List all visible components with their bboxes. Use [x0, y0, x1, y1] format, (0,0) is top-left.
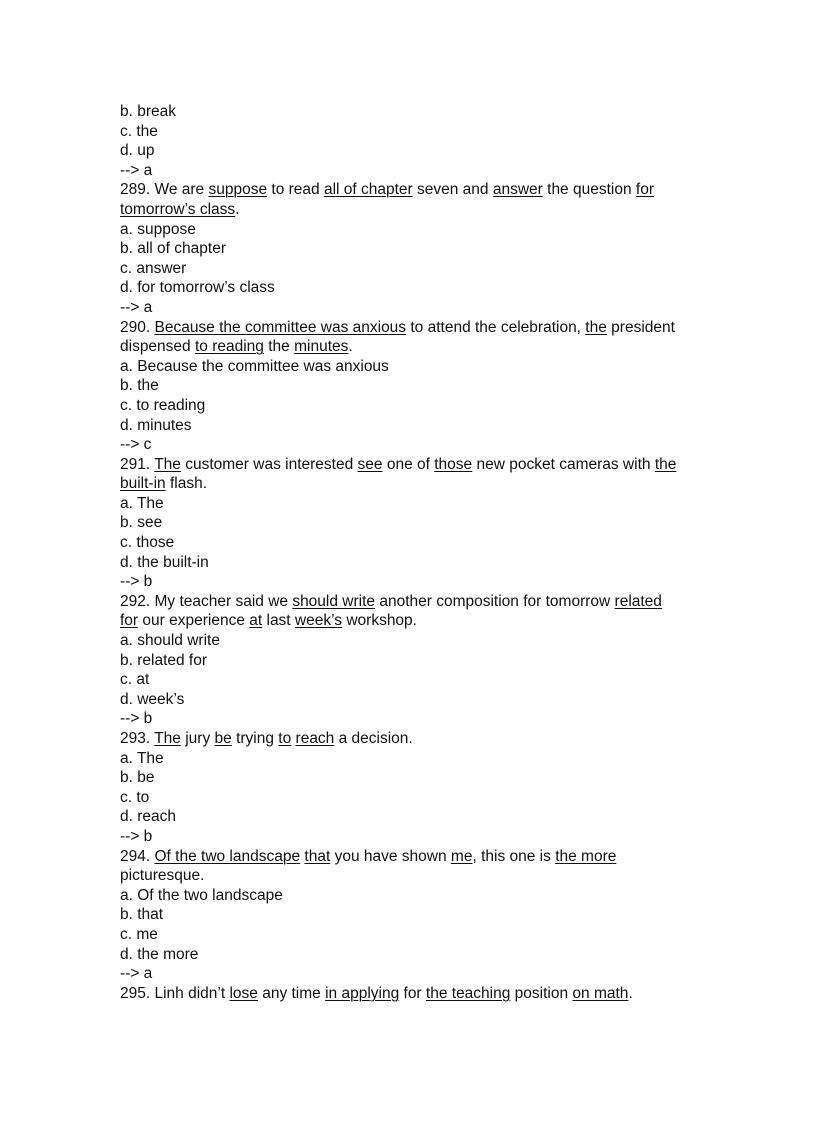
- text-line: [120, 690, 720, 710]
- text-segment: b. be: [120, 769, 155, 787]
- text-line: [120, 709, 720, 729]
- text-line: [120, 220, 720, 240]
- text-line: [120, 239, 720, 259]
- text-segment: --> b: [120, 710, 153, 728]
- text-line: [120, 455, 720, 475]
- text-segment: trying: [231, 730, 279, 747]
- underlined-phrase: answer: [492, 181, 543, 199]
- text-line: [120, 102, 720, 122]
- text-line: [120, 376, 720, 396]
- text-line: [120, 141, 720, 161]
- text-line: [120, 788, 720, 808]
- text-segment: b. that: [120, 906, 164, 924]
- text-segment: --> b: [120, 827, 153, 845]
- underlined-phrase: me: [450, 847, 473, 865]
- text-segment: --> b: [120, 573, 153, 591]
- text-line: [120, 964, 720, 984]
- text-line: [120, 337, 720, 357]
- text-segment: position: [510, 984, 573, 1002]
- text-line: [120, 494, 720, 514]
- text-segment: b. all of chapter: [120, 240, 226, 258]
- text-segment: flash.: [165, 475, 208, 493]
- underlined-phrase: see: [357, 455, 383, 473]
- text-segment: seven and: [412, 181, 493, 199]
- text-segment: c. the: [120, 122, 158, 140]
- text-segment: d. week’s: [120, 690, 185, 708]
- text-segment: a decision.: [334, 730, 413, 747]
- underlined-phrase: in applying: [325, 984, 400, 1002]
- underlined-phrase: to: [278, 730, 292, 747]
- text-line: [120, 749, 720, 769]
- text-segment: .: [235, 200, 240, 218]
- underlined-phrase: The: [154, 455, 181, 473]
- text-line: [120, 396, 720, 416]
- underlined-phrase: at: [249, 612, 263, 630]
- text-segment: a. The: [120, 494, 164, 512]
- text-segment: one of: [382, 455, 435, 473]
- text-segment: c. me: [120, 925, 158, 943]
- text-segment: .: [628, 984, 633, 1002]
- underlined-phrase: minutes: [294, 338, 349, 356]
- text-line: [120, 200, 720, 220]
- text-segment: dispensed: [120, 338, 195, 356]
- underlined-phrase: for: [120, 612, 139, 630]
- text-line: [120, 729, 720, 749]
- text-segment: the: [263, 338, 295, 356]
- text-line: [120, 278, 720, 298]
- underlined-phrase: reach: [295, 730, 335, 747]
- text-segment: d. reach: [120, 808, 177, 826]
- text-segment: our experience: [138, 612, 250, 630]
- underlined-phrase: lose: [229, 984, 258, 1002]
- underlined-phrase: Of the two landscape: [154, 847, 301, 865]
- text-line: [120, 847, 720, 867]
- text-segment: a. The: [120, 749, 164, 767]
- text-segment: to attend the celebration,: [406, 318, 586, 336]
- text-line: [120, 259, 720, 279]
- underlined-phrase: on math: [572, 984, 629, 1002]
- text-segment: 294.: [120, 847, 155, 865]
- underlined-phrase: the more: [555, 847, 617, 865]
- underlined-phrase: tomorrow’s class: [120, 200, 236, 218]
- text-line: [120, 827, 720, 847]
- text-segment: a. Because the committee was anxious: [120, 357, 389, 375]
- text-segment: another composition for tomorrow: [375, 592, 615, 610]
- text-segment: new pocket cameras with: [472, 455, 655, 473]
- underlined-phrase: suppose: [208, 181, 268, 199]
- text-line: [120, 435, 720, 455]
- text-segment: customer was interested: [180, 455, 358, 473]
- text-segment: 292. My teacher said we: [120, 592, 293, 610]
- text-segment: d. minutes: [120, 416, 192, 434]
- underlined-phrase: should write: [292, 592, 376, 610]
- underlined-phrase: be: [214, 730, 232, 747]
- text-line: [120, 768, 720, 788]
- text-segment: , this one is: [472, 847, 556, 865]
- text-line: [120, 945, 720, 965]
- text-line: [120, 670, 720, 690]
- text-line: [120, 592, 720, 612]
- text-segment: b. see: [120, 514, 163, 532]
- underlined-phrase: The: [154, 730, 181, 747]
- underlined-phrase: the teaching: [425, 984, 511, 1002]
- underlined-phrase: that: [304, 847, 331, 865]
- underlined-phrase: those: [434, 455, 473, 473]
- text-line: [120, 533, 720, 553]
- text-segment: .: [348, 338, 353, 356]
- text-line: [120, 611, 720, 631]
- text-line: [120, 122, 720, 142]
- text-segment: c. answer: [120, 259, 187, 277]
- text-line: [120, 553, 720, 573]
- text-segment: 295. Linh didn’t: [120, 984, 230, 1002]
- underlined-phrase: Because the committee was anxious: [154, 318, 407, 336]
- text-segment: d. up: [120, 142, 155, 160]
- text-segment: a. Of the two landscape: [120, 886, 283, 904]
- underlined-phrase: related: [614, 592, 662, 610]
- text-segment: b. related for: [120, 651, 208, 669]
- text-segment: c. at: [120, 671, 150, 689]
- text-segment: the question: [542, 181, 636, 199]
- text-segment: --> a: [120, 965, 153, 983]
- underlined-phrase: the: [585, 318, 607, 336]
- text-line: [120, 416, 720, 436]
- text-line: [120, 886, 720, 906]
- text-line: [120, 474, 720, 494]
- text-segment: workshop.: [342, 612, 417, 630]
- text-segment: last: [262, 612, 295, 630]
- text-line: [120, 807, 720, 827]
- text-segment: picturesque.: [120, 867, 205, 885]
- text-segment: you have shown: [330, 847, 451, 865]
- text-line: [120, 318, 720, 338]
- text-line: [120, 161, 720, 181]
- text-segment: for: [399, 984, 426, 1002]
- text-segment: 289. We are: [120, 181, 209, 199]
- document-page: [120, 102, 720, 1003]
- text-segment: to read: [267, 181, 324, 199]
- text-segment: any time: [257, 984, 326, 1002]
- text-segment: c. to: [120, 788, 150, 806]
- text-line: [120, 866, 720, 886]
- underlined-phrase: all of chapter: [323, 181, 413, 199]
- text-segment: c. to reading: [120, 396, 206, 414]
- text-segment: 293.: [120, 730, 155, 747]
- text-line: [120, 905, 720, 925]
- text-segment: b. break: [120, 103, 177, 120]
- text-segment: b. the: [120, 377, 159, 395]
- text-line: [120, 651, 720, 671]
- underlined-phrase: week’s: [294, 612, 343, 630]
- text-line: [120, 925, 720, 945]
- text-segment: jury: [180, 730, 215, 747]
- text-segment: d. the built-in: [120, 553, 209, 571]
- underlined-phrase: built-in: [120, 475, 166, 493]
- text-segment: a. should write: [120, 632, 220, 650]
- text-segment: --> a: [120, 161, 153, 179]
- text-line: [120, 572, 720, 592]
- text-segment: d. for tomorrow’s class: [120, 279, 275, 297]
- underlined-phrase: for: [635, 181, 654, 199]
- underlined-phrase: the: [654, 455, 677, 473]
- text-segment: d. the more: [120, 945, 199, 963]
- text-line: [120, 984, 720, 1004]
- text-line: [120, 513, 720, 533]
- underlined-phrase: to reading: [194, 338, 264, 356]
- text-line: [120, 357, 720, 377]
- text-line: [120, 631, 720, 651]
- text-segment: president: [606, 318, 675, 336]
- text-segment: 291.: [120, 455, 155, 473]
- text-segment: a. suppose: [120, 220, 196, 238]
- text-line: [120, 180, 720, 200]
- text-segment: --> a: [120, 298, 153, 316]
- text-segment: --> c: [120, 436, 152, 454]
- text-segment: 290.: [120, 318, 155, 336]
- text-segment: c. those: [120, 534, 175, 552]
- text-line: [120, 298, 720, 318]
